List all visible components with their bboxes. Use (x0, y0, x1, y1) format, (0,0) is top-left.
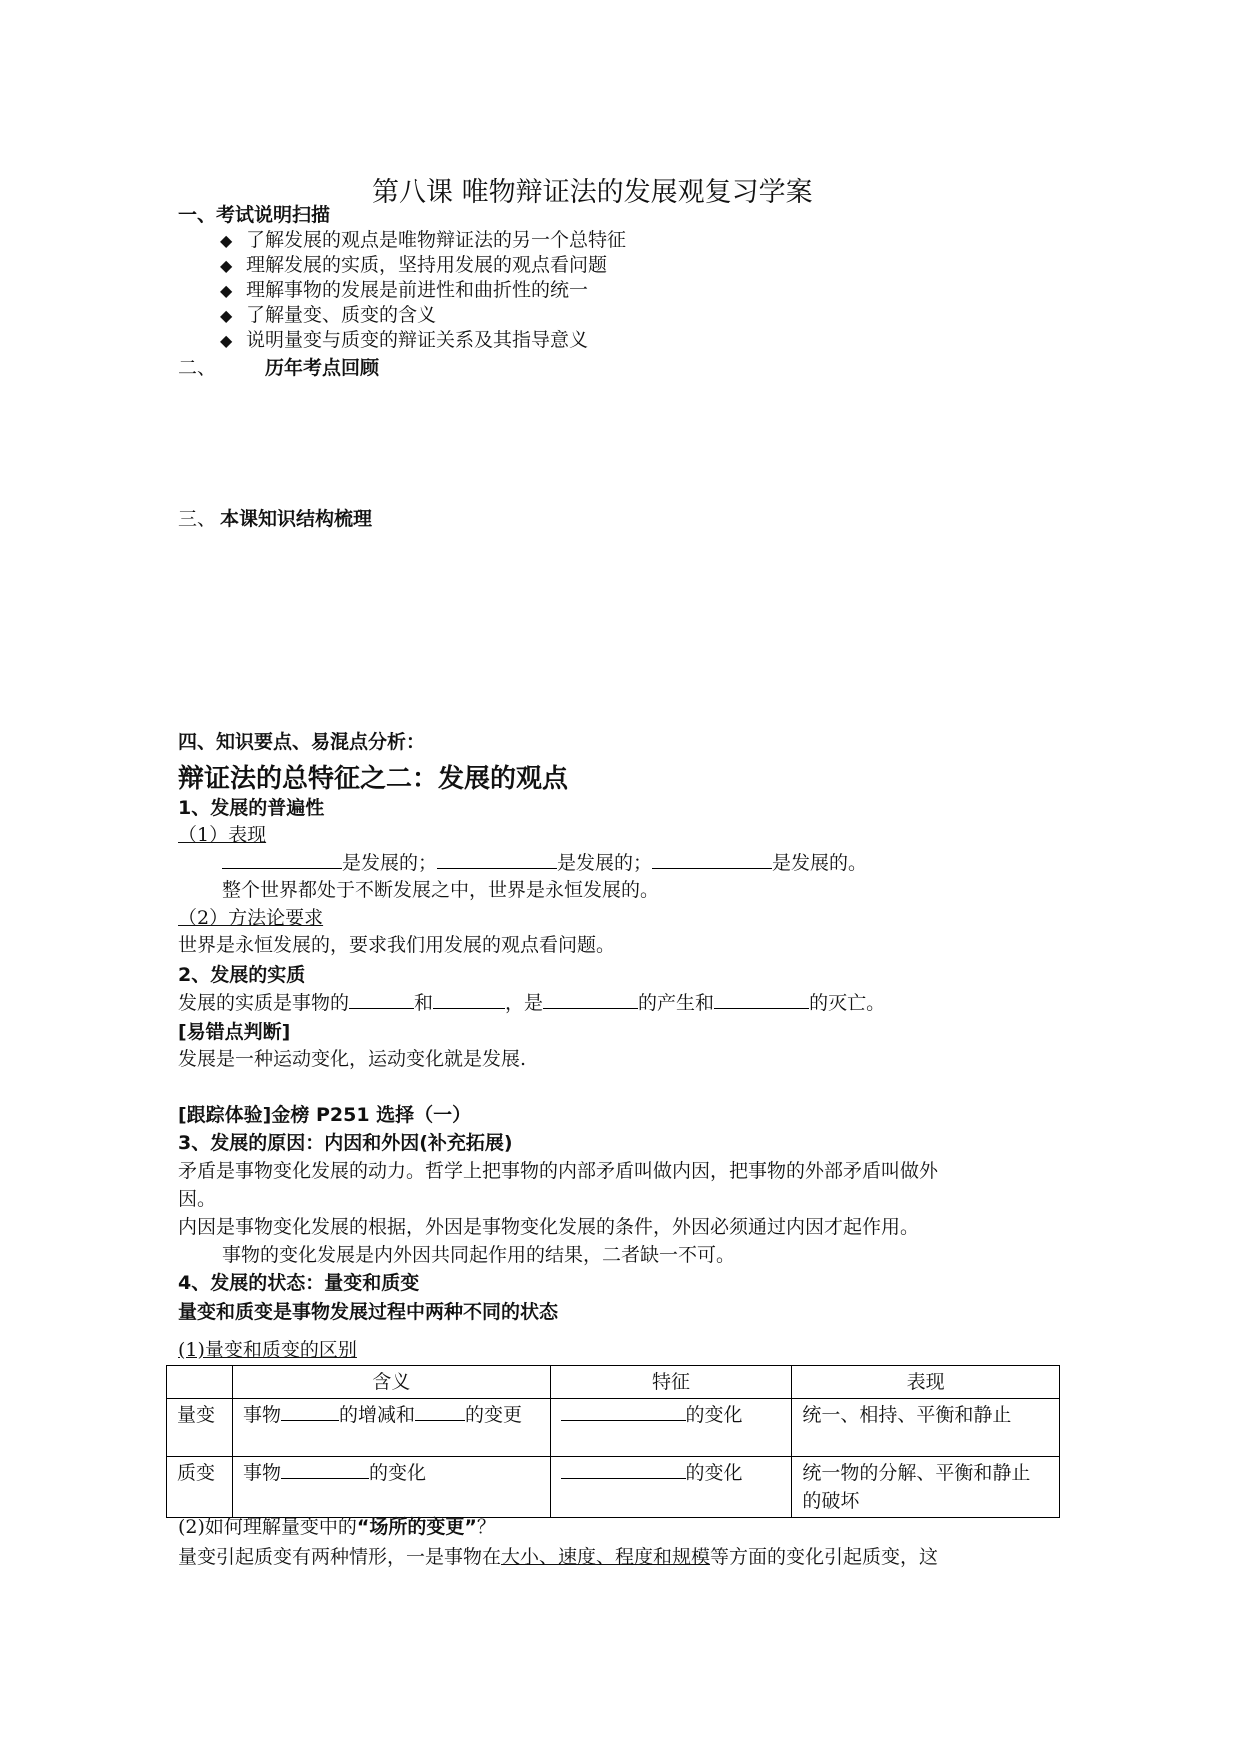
point3-heading: 3、发展的原因：内因和外因(补充拓展) (178, 1132, 513, 1154)
table-header: 特征 (550, 1366, 792, 1399)
table-header-row (167, 1366, 1060, 1399)
diamond-bullet-icon: ◆ (220, 331, 233, 350)
fill-text: 是发展的； (557, 852, 653, 874)
bullet-text: 说明量变与质变的辩证关系及其指导意义 (246, 329, 589, 351)
cell-text: 的增减和 (338, 1404, 415, 1426)
row-label: 量变 (167, 1399, 233, 1457)
fill-text: 发展的实质是事物的 (178, 992, 350, 1014)
document-title: 第八课 唯物辩证法的发展观复习学案 (372, 177, 813, 208)
section4-heading: 四、知识要点、易混点分析： (178, 731, 426, 753)
point1-sub2: （2）方法论要求 (178, 907, 324, 929)
section2-heading: 历年考点回顾 (265, 357, 380, 379)
meaning-cell (232, 1399, 550, 1457)
fill-blank[interactable] (652, 850, 772, 869)
table-row (167, 1399, 1060, 1457)
fill-blank[interactable] (222, 850, 342, 869)
point4-heading: 4、发展的状态：量变和质变 (178, 1272, 420, 1294)
bullet-item (220, 253, 626, 278)
fill-blank[interactable] (561, 1460, 686, 1479)
point3-line1b: 因。 (178, 1188, 217, 1210)
table-header: 含义 (232, 1366, 550, 1399)
fill-blank[interactable] (714, 990, 809, 1009)
diamond-bullet-icon: ◆ (220, 231, 233, 250)
point3-line1: 矛盾是事物变化发展的动力。哲学上把事物的内部矛盾叫做内因，把事物的外部矛盾叫做外 (178, 1160, 939, 1182)
fill-text: 的产生和 (638, 992, 715, 1014)
cell-text: 的变更 (464, 1404, 522, 1426)
bullet-text: 理解发展的实质，坚持用发展的观点看问题 (246, 254, 608, 276)
table-header: 表现 (792, 1366, 1060, 1399)
point4-sub1: (1)量变和质变的区别 (178, 1339, 357, 1361)
fill-text: 和 (414, 992, 434, 1014)
section3-number: 三、 (178, 508, 217, 530)
sub2-emphasis: “场所的变更” (356, 1516, 477, 1538)
error-text: 发展是一种运动变化，运动变化就是发展. (178, 1048, 527, 1070)
last-text: 等方面的变化引起质变，这 (710, 1546, 939, 1568)
cell-text: 的变化 (685, 1404, 743, 1426)
fill-blank[interactable] (561, 1402, 686, 1421)
row-label: 质变 (167, 1457, 233, 1518)
cell-text: 的变化 (368, 1462, 426, 1484)
fill-blank[interactable] (415, 1402, 465, 1421)
comparison-table (166, 1365, 1060, 1518)
exam-bullets (220, 228, 626, 353)
fill-line-universality (222, 848, 867, 875)
bullet-text: 理解事物的发展是前进性和曲折性的统一 (246, 279, 589, 301)
table-header (167, 1366, 233, 1399)
sub2-text: (2)如何理解量变中的 (178, 1516, 357, 1538)
bullet-item (220, 228, 626, 253)
point3-line2: 内因是事物变化发展的根据，外因是事物变化发展的条件，外因必须通过内因才起作用。 (178, 1216, 920, 1238)
point4-subheading: 量变和质变是事物发展过程中两种不同的状态 (178, 1301, 559, 1323)
fill-blank[interactable] (437, 850, 557, 869)
section2-number: 二、 (178, 357, 217, 379)
point3-line3: 事物的变化发展是内外因共同起作用的结果，二者缺一不可。 (222, 1244, 736, 1266)
feature-cell (550, 1399, 792, 1457)
fill-blank[interactable] (349, 990, 414, 1009)
cell-text: 的变化 (685, 1462, 743, 1484)
point1-line3: 世界是永恒发展的，要求我们用发展的观点看问题。 (178, 934, 616, 956)
fill-blank[interactable] (281, 1460, 369, 1479)
point4-sub2 (178, 1512, 496, 1539)
bullet-item (220, 303, 626, 328)
sub2-text: ？ (476, 1516, 496, 1538)
cell-text: 事物 (242, 1462, 281, 1484)
point1-line2: 整个世界都处于不断发展之中，世界是永恒发展的。 (222, 879, 660, 901)
bullet-text: 了解量变、质变的含义 (246, 304, 437, 326)
fill-blank[interactable] (281, 1402, 339, 1421)
point1-heading: 1、发展的普遍性 (178, 797, 325, 819)
last-text: 量变引起质变有两种情形，一是事物在 (178, 1546, 502, 1568)
point2-heading: 2、发展的实质 (178, 964, 306, 986)
cell-text: 事物 (242, 1404, 281, 1426)
point1-sub1: （1）表现 (178, 824, 267, 846)
bullet-item (220, 278, 626, 303)
meaning-cell (232, 1457, 550, 1518)
expression-cell: 统一物的分解、平衡和静止的破坏 (792, 1457, 1060, 1518)
fill-text: 的灭亡。 (809, 992, 886, 1014)
point2-fill-line (178, 988, 885, 1015)
table-row (167, 1457, 1060, 1518)
fill-text: 是发展的。 (772, 852, 868, 874)
practice-reference: [跟踪体验]金榜 P251 选择（一） (178, 1104, 472, 1126)
diamond-bullet-icon: ◆ (220, 281, 233, 300)
fill-text: 是发展的； (342, 852, 438, 874)
diamond-bullet-icon: ◆ (220, 256, 233, 275)
bullet-text: 了解发展的观点是唯物辩证法的另一个总特征 (246, 229, 627, 251)
error-heading: [易错点判断] (178, 1021, 291, 1043)
feature-cell (550, 1457, 792, 1518)
expression-cell: 统一、相持、平衡和静止 (792, 1399, 1060, 1457)
fill-text: ，是 (505, 992, 544, 1014)
bullet-item (220, 328, 626, 353)
big-heading: 辩证法的总特征之二：发展的观点 (178, 764, 569, 794)
fill-blank[interactable] (543, 990, 638, 1009)
fill-blank[interactable] (433, 990, 505, 1009)
diamond-bullet-icon: ◆ (220, 306, 233, 325)
section3-heading: 本课知识结构梳理 (220, 508, 373, 530)
point4-last-line (178, 1542, 938, 1569)
last-underlined: 大小、速度、程度和规模 (501, 1546, 711, 1568)
section1-heading: 一、考试说明扫描 (178, 204, 331, 226)
